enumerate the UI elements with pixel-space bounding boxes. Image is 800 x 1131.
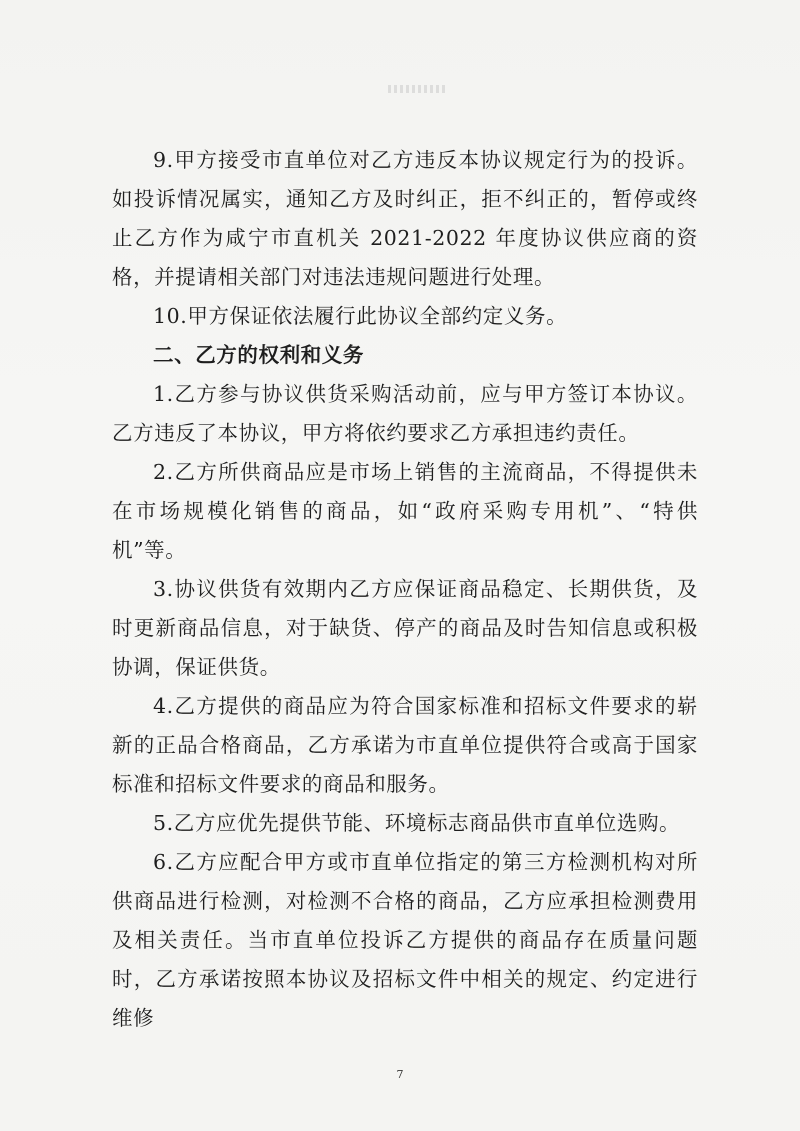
paragraph-9: 9.甲方接受市直单位对乙方违反本协议规定行为的投诉。如投诉情况属实，通知乙方及时纠正，拒不纠正的，暂停或终止乙方作为咸宁市直机关 2021-2022 年度协议供应商的资格，并提请相关部门对违法违规问题进行处理。 [112,148,698,289]
section-paragraph-3: 3.协议供货有效期内乙方应保证商品稳定、长期供货，及时更新商品信息，对于缺货、停产的商品及时告知信息或积极协调，保证供货。 [112,577,698,679]
section-paragraph-2: 2.乙方所供商品应是市场上销售的主流商品，不得提供未在市场规模化销售的商品，如“政府采购专用机”、“特供机”等。 [112,460,698,562]
section-paragraph-6: 6.乙方应配合甲方或市直单位指定的第三方检测机构对所供商品进行检测，对检测不合格的商品，乙方应承担检测费用及相关责任。当市直单位投诉乙方提供的商品存在质量问题时，乙方承诺按照本协议及招标文件中相关的规定、约定进行维修 [112,850,698,1030]
paragraph-10: 10.甲方保证依法履行此协议全部约定义务。 [153,304,568,328]
faint-header-mark [388,85,448,93]
section-paragraph-4: 4.乙方提供的商品应为符合国家标准和招标文件要求的崭新的正品合格商品，乙方承诺为市直单位提供符合或高于国家标准和招标文件要求的商品和服务。 [112,694,698,796]
section-heading: 二、乙方的权利和义务 [153,343,364,367]
page-number: 7 [396,1068,404,1081]
section-paragraph-1: 1.乙方参与协议供货采购活动前，应与甲方签订本协议。乙方违反了本协议，甲方将依约要求乙方承担违约责任。 [112,382,698,445]
section-paragraph-5: 5.乙方应优先提供节能、环境标志商品供市直单位选购。 [153,811,681,835]
document-body [112,141,698,1038]
